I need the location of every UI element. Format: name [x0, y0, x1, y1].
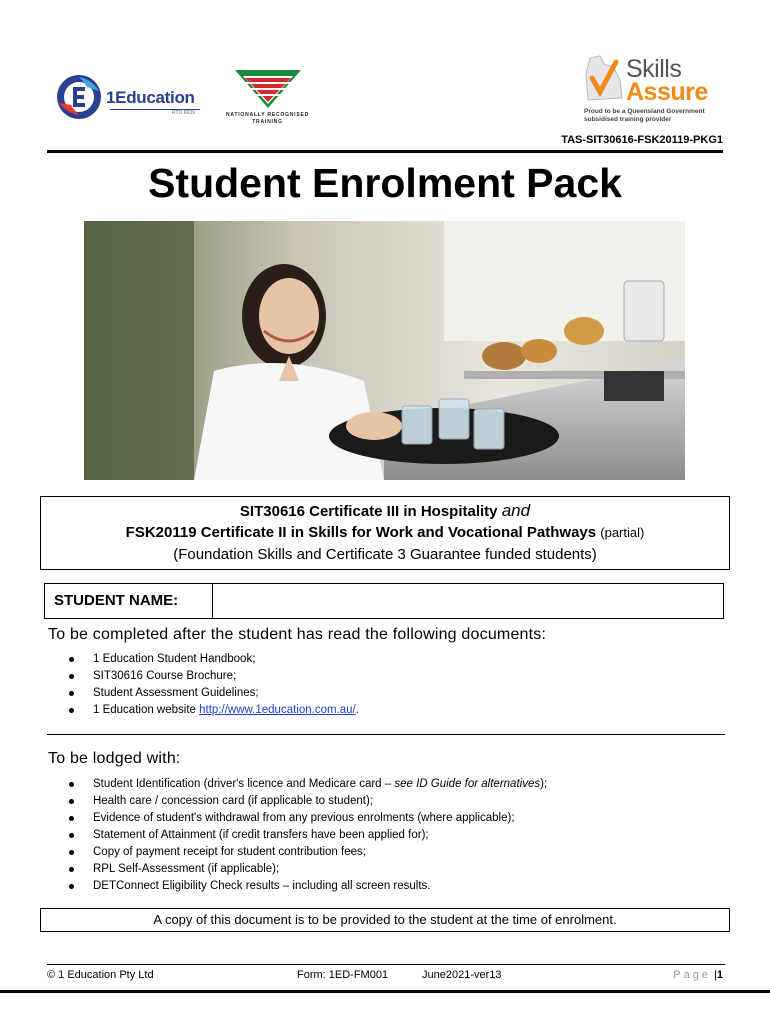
list-item-text-end: );	[540, 778, 548, 790]
1education-emblem-icon	[55, 73, 103, 121]
list-item	[69, 844, 547, 861]
id-guide-note: see ID Guide for alternatives	[394, 778, 541, 790]
page-number: 1	[716, 969, 723, 981]
list-item	[69, 702, 359, 719]
list-item-text: DETConnect Eligibility Check results – including all screen results.	[93, 880, 431, 892]
tagline-line1: Proud to be a Queensland Government	[584, 108, 705, 115]
list-item-text: RPL Self-Assessment (if applicable);	[93, 863, 280, 875]
course-partial: (partial)	[600, 525, 645, 540]
skills-word: Skills	[626, 55, 682, 83]
queensland-map-tick-icon	[584, 54, 624, 104]
website-link[interactable]: http://www.1education.com.au/	[199, 704, 356, 716]
lodge-list	[69, 776, 547, 895]
list-item-text: Statement of Attainment (if credit transfers have been applied for);	[93, 829, 429, 841]
list-item	[69, 776, 547, 793]
course-and: and	[501, 501, 531, 520]
course-box	[40, 496, 730, 570]
tagline-line2: subsidised training provider	[584, 116, 672, 123]
1education-logo	[52, 70, 212, 128]
bullet-icon	[69, 708, 74, 713]
read-documents-heading: To be completed after the student has read the following documents:	[48, 626, 547, 643]
bottom-bar	[0, 990, 770, 993]
nrt-caption-line2: TRAINING	[252, 119, 283, 125]
nrt-caption	[225, 112, 310, 126]
header-rule	[47, 150, 723, 153]
list-item-text: SIT30616 Course Brochure;	[93, 670, 237, 682]
1education-wordmark: 1Education	[106, 88, 195, 107]
list-item	[69, 651, 359, 668]
bullet-icon	[69, 850, 74, 855]
course-funding-note: (Foundation Skills and Certificate 3 Guarantee funded students)	[173, 546, 597, 563]
section-divider	[47, 734, 725, 735]
list-item-text: Student Identification (driver's licence and Medicare card –	[93, 778, 395, 790]
page-word: Page	[673, 969, 711, 981]
bullet-icon	[69, 691, 74, 696]
list-item-text: 1 Education website	[93, 704, 200, 716]
student-name-field[interactable]	[214, 584, 723, 618]
student-name-label: STUDENT NAME:	[45, 584, 213, 618]
student-name-row	[44, 583, 724, 619]
nrt-caption-line1: NATIONALLY RECOGNISED	[225, 112, 310, 118]
list-item-text: Student Assessment Guidelines;	[93, 687, 259, 699]
assure-word: Assure	[626, 78, 708, 106]
list-item	[69, 827, 547, 844]
page-title: Student Enrolment Pack	[148, 160, 622, 206]
list-item	[69, 810, 547, 827]
nrt-triangle-icon	[235, 68, 301, 110]
bullet-icon	[69, 657, 74, 662]
bullet-icon	[69, 782, 74, 787]
1education-rto: RTO 6639	[172, 110, 195, 116]
website-suffix: .	[355, 704, 359, 716]
footer-form-number: Form: 1ED-FM001	[297, 969, 389, 981]
list-item	[69, 793, 547, 810]
hospitality-photo-illustration	[84, 221, 685, 480]
document-code: TAS-SIT30616-FSK20119-PKG1	[561, 134, 723, 146]
nationally-recognised-training-logo	[225, 68, 310, 128]
footer-copyright: © 1 Education Pty Ltd	[47, 969, 154, 981]
bullet-icon	[69, 833, 74, 838]
copy-notice: A copy of this document is to be provided to the student at the time of enrolment.	[40, 908, 730, 932]
footer-rule	[47, 964, 725, 965]
list-item	[69, 878, 547, 895]
list-item-text: Health care / concession card (if applicable to student);	[93, 795, 373, 807]
bullet-icon	[69, 674, 74, 679]
skills-assure-logo	[584, 52, 724, 124]
list-item	[69, 685, 359, 702]
footer-version: June2021-ver13	[422, 969, 502, 981]
course-line-1	[41, 501, 729, 521]
course-sit30616: SIT30616 Certificate III in Hospitality	[239, 503, 498, 520]
list-item	[69, 668, 359, 685]
bullet-icon	[69, 884, 74, 889]
lodge-heading: To be lodged with:	[48, 750, 181, 767]
read-documents-list	[69, 651, 359, 719]
course-line-2	[41, 524, 729, 541]
list-item-text: Copy of payment receipt for student contribution fees;	[93, 846, 366, 858]
skills-assure-tagline	[584, 108, 724, 124]
list-item-text: 1 Education Student Handbook;	[93, 653, 256, 665]
footer-page-number	[673, 969, 723, 981]
bullet-icon	[69, 799, 74, 804]
course-fsk20119: FSK20119 Certificate II in Skills for Work and Vocational Pathways	[125, 524, 597, 541]
list-item	[69, 861, 547, 878]
bullet-icon	[69, 867, 74, 872]
page-separator: |	[714, 969, 717, 981]
bullet-icon	[69, 816, 74, 821]
waitress-photo	[84, 221, 685, 480]
list-item-text: Evidence of student's withdrawal from any previous enrolments (where applicable);	[93, 812, 515, 824]
